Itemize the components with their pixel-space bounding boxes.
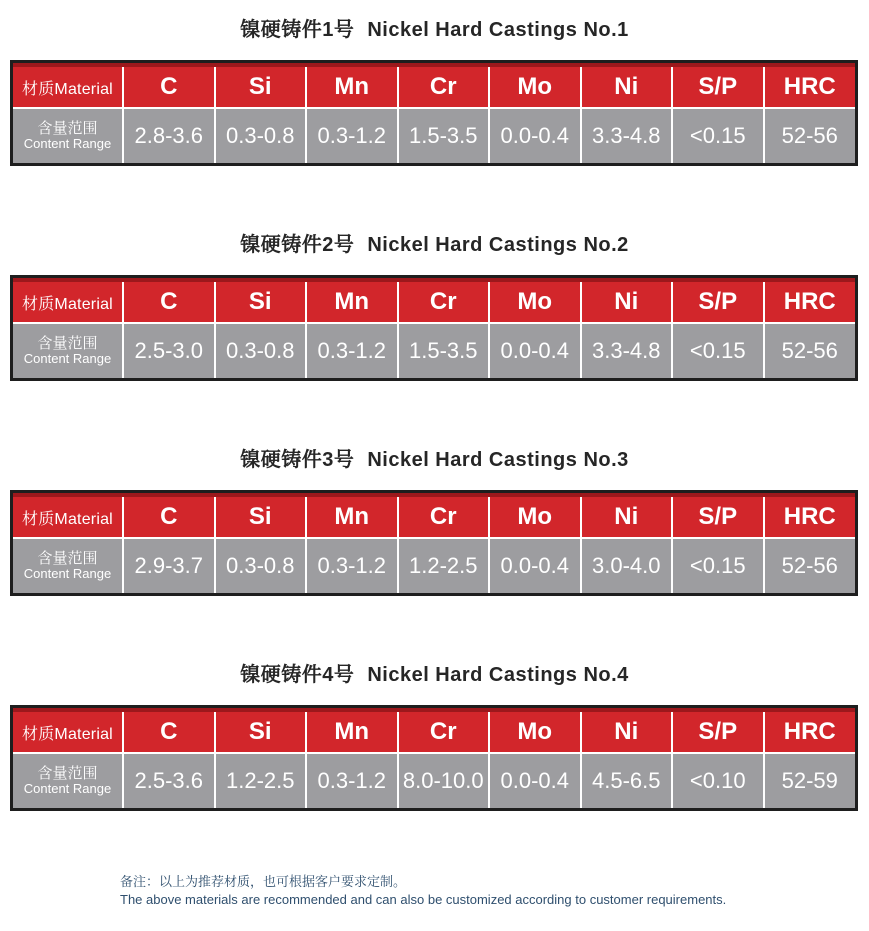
value-mn: 0.3-1.2 xyxy=(306,753,398,808)
spec-table-3 xyxy=(13,497,855,593)
value-hrc: 52-56 xyxy=(764,108,856,163)
value-mn: 0.3-1.2 xyxy=(306,108,398,163)
table-title-2 xyxy=(0,228,869,257)
row-label-zh: 含量范围 xyxy=(37,334,98,352)
value-c: 2.5-3.6 xyxy=(123,753,215,808)
element-header-sp: S/P xyxy=(672,712,764,753)
element-header-mn: Mn xyxy=(306,497,398,538)
table-title-2-zh: 镍硬铸件2号 xyxy=(240,234,355,256)
row-label-cell xyxy=(13,753,123,808)
value-cr: 1.5-3.5 xyxy=(398,323,490,378)
element-header-c: C xyxy=(123,712,215,753)
element-header-hrc: HRC xyxy=(764,712,856,753)
value-si: 0.3-0.8 xyxy=(215,323,307,378)
value-cr: 1.2-2.5 xyxy=(398,538,490,593)
element-header-mn: Mn xyxy=(306,712,398,753)
row-label-zh: 含量范围 xyxy=(37,764,98,782)
element-header-si: Si xyxy=(215,282,307,323)
row-label-en: Content Range xyxy=(23,136,112,152)
header-row xyxy=(13,282,855,323)
content-range-row xyxy=(13,538,855,593)
element-header-mn: Mn xyxy=(306,67,398,108)
row-label-en: Content Range xyxy=(23,566,112,582)
spec-table-wrap-1 xyxy=(10,60,858,166)
value-mn: 0.3-1.2 xyxy=(306,538,398,593)
element-header-cr: Cr xyxy=(398,67,490,108)
element-header-ni: Ni xyxy=(581,282,673,323)
header-row xyxy=(13,67,855,108)
element-header-mo: Mo xyxy=(489,497,581,538)
material-header-cell: 材质Material xyxy=(13,282,123,323)
table-title-3-zh: 镍硬铸件3号 xyxy=(240,449,355,471)
value-ni: 3.3-4.8 xyxy=(581,323,673,378)
element-header-cr: Cr xyxy=(398,282,490,323)
content-range-row xyxy=(13,753,855,808)
element-header-c: C xyxy=(123,282,215,323)
value-hrc: 52-56 xyxy=(764,538,856,593)
value-mo: 0.0-0.4 xyxy=(489,753,581,808)
spec-table-4 xyxy=(13,712,855,808)
material-header-cell: 材质Material xyxy=(13,67,123,108)
value-hrc: 52-59 xyxy=(764,753,856,808)
value-hrc: 52-56 xyxy=(764,323,856,378)
value-c: 2.8-3.6 xyxy=(123,108,215,163)
value-si: 0.3-0.8 xyxy=(215,538,307,593)
row-label-cell xyxy=(13,538,123,593)
value-sp: <0.10 xyxy=(672,753,764,808)
element-header-c: C xyxy=(123,497,215,538)
table-title-4 xyxy=(0,658,869,687)
footnote-zh: 备注：以上为推荐材质，也可根据客户要求定制。 xyxy=(120,874,407,889)
value-sp: <0.15 xyxy=(672,108,764,163)
value-ni: 3.3-4.8 xyxy=(581,108,673,163)
row-label-en: Content Range xyxy=(23,351,112,367)
value-mo: 0.0-0.4 xyxy=(489,323,581,378)
material-header-cell: 材质Material xyxy=(13,712,123,753)
element-header-mo: Mo xyxy=(489,67,581,108)
footnote xyxy=(120,873,869,908)
table-title-4-en: Nickel Hard Castings No.4 xyxy=(367,664,629,686)
row-label-zh: 含量范围 xyxy=(37,119,98,137)
value-c: 2.5-3.0 xyxy=(123,323,215,378)
table-title-1-en: Nickel Hard Castings No.1 xyxy=(367,19,629,41)
value-si: 0.3-0.8 xyxy=(215,108,307,163)
element-header-hrc: HRC xyxy=(764,282,856,323)
element-header-si: Si xyxy=(215,497,307,538)
spec-table-1 xyxy=(13,67,855,163)
value-cr: 8.0-10.0 xyxy=(398,753,490,808)
element-header-cr: Cr xyxy=(398,497,490,538)
element-header-c: C xyxy=(123,67,215,108)
element-header-sp: S/P xyxy=(672,67,764,108)
header-row xyxy=(13,712,855,753)
element-header-si: Si xyxy=(215,67,307,108)
element-header-mo: Mo xyxy=(489,282,581,323)
element-header-si: Si xyxy=(215,712,307,753)
material-header-cell: 材质Material xyxy=(13,497,123,538)
table-title-3-en: Nickel Hard Castings No.3 xyxy=(367,449,629,471)
element-header-hrc: HRC xyxy=(764,67,856,108)
table-title-2-en: Nickel Hard Castings No.2 xyxy=(367,234,629,256)
element-header-hrc: HRC xyxy=(764,497,856,538)
spec-table-wrap-2 xyxy=(10,275,858,381)
element-header-ni: Ni xyxy=(581,712,673,753)
value-sp: <0.15 xyxy=(672,538,764,593)
spec-table-2 xyxy=(13,282,855,378)
row-label-en: Content Range xyxy=(23,781,112,797)
value-mo: 0.0-0.4 xyxy=(489,108,581,163)
element-header-ni: Ni xyxy=(581,497,673,538)
element-header-mo: Mo xyxy=(489,712,581,753)
element-header-sp: S/P xyxy=(672,282,764,323)
row-label-cell xyxy=(13,323,123,378)
spec-table-wrap-3 xyxy=(10,490,858,596)
header-row xyxy=(13,497,855,538)
element-header-ni: Ni xyxy=(581,67,673,108)
content-range-row xyxy=(13,108,855,163)
row-label-cell xyxy=(13,108,123,163)
value-sp: <0.15 xyxy=(672,323,764,378)
value-mo: 0.0-0.4 xyxy=(489,538,581,593)
casting-section-4 xyxy=(0,658,869,811)
content-range-row xyxy=(13,323,855,378)
value-ni: 3.0-4.0 xyxy=(581,538,673,593)
table-title-1 xyxy=(0,13,869,42)
value-ni: 4.5-6.5 xyxy=(581,753,673,808)
spec-table-wrap-4 xyxy=(10,705,858,811)
element-header-mn: Mn xyxy=(306,282,398,323)
casting-section-2 xyxy=(0,228,869,381)
value-si: 1.2-2.5 xyxy=(215,753,307,808)
value-c: 2.9-3.7 xyxy=(123,538,215,593)
casting-section-3 xyxy=(0,443,869,596)
table-title-1-zh: 镍硬铸件1号 xyxy=(240,19,355,41)
table-title-3 xyxy=(0,443,869,472)
value-cr: 1.5-3.5 xyxy=(398,108,490,163)
table-title-4-zh: 镍硬铸件4号 xyxy=(240,664,355,686)
casting-section-1 xyxy=(0,13,869,166)
value-mn: 0.3-1.2 xyxy=(306,323,398,378)
element-header-cr: Cr xyxy=(398,712,490,753)
row-label-zh: 含量范围 xyxy=(37,549,98,567)
element-header-sp: S/P xyxy=(672,497,764,538)
footnote-en: The above materials are recommended and can also be customized according to customer requirements. xyxy=(120,891,727,907)
